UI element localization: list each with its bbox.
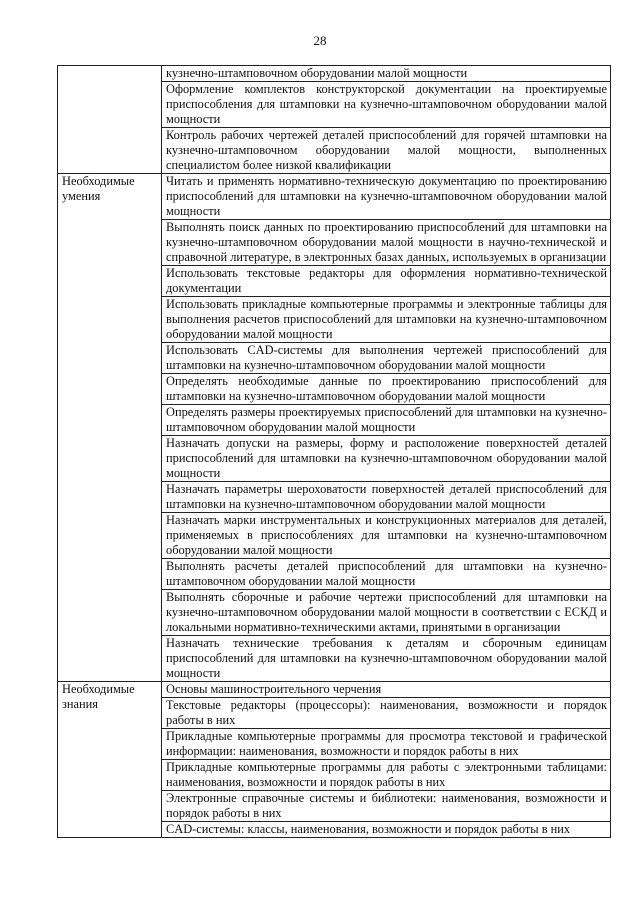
table-cell: Прикладные компьютерные программы для работы с электронными таблицами: наименования, возможности и порядок работы в них [162,760,611,791]
table-cell: Выполнять расчеты деталей приспособлений для штамповки на кузнечно-штамповочном оборудовании малой мощности [162,559,611,590]
table-cell: Назначать допуски на размеры, форму и расположение поверхностей деталей приспособлений для штамповки на кузнечно-штамповочном оборудовании малой мощности [162,436,611,482]
table-cell: CAD-системы: классы, наименования, возможности и порядок работы в них [162,822,611,838]
skills-label: Необходимые умения [58,174,162,682]
table-cell: Использовать текстовые редакторы для оформления нормативно-технической документации [162,266,611,297]
table-row [58,174,611,220]
table-cell: Читать и применять нормативно-техническую документацию по проектированию приспособлений для штамповки на кузнечно-штамповочном оборудовании малой мощности [162,174,611,220]
table-cell: Назначать технические требования к деталям и сборочным единицам приспособлений для штамповки на кузнечно-штамповочном оборудовании малой мощности [162,636,611,682]
table-cell: Контроль рабочих чертежей деталей приспособлений для горячей штамповки на кузнечно-штамповочном оборудовании малой мощности, выполненных специалистом более низкой квалификации [162,128,611,174]
empty-label-cell [58,66,162,174]
table-cell: Назначать марки инструментальных и конструкционных материалов для деталей, применяемых в приспособлениях для штамповки на кузнечно-штамповочном оборудовании малой мощности [162,513,611,559]
knowledge-label: Необходимые знания [58,682,162,838]
table-cell: Использовать CAD-системы для выполнения чертежей приспособлений для штамповки на кузнечно-штамповочном оборудовании малой мощности [162,343,611,374]
table-cell: Электронные справочные системы и библиотеки: наименования, возможности и порядок работы в них [162,791,611,822]
table-cell: Определять необходимые данные по проектированию приспособлений для штамповки на кузнечно-штамповочном оборудовании малой мощности [162,374,611,405]
table-cell: Оформление комплектов конструкторской документации на проектируемые приспособления для штамповки на кузнечно-штамповочном оборудовании малой мощности [162,82,611,128]
table-cell: Определять размеры проектируемых приспособлений для штамповки на кузнечно-штамповочном оборудовании малой мощности [162,405,611,436]
table-cell: Использовать прикладные компьютерные программы и электронные таблицы для выполнения расчетов приспособлений для штамповки на кузнечно-штамповочном оборудовании малой мощности [162,297,611,343]
table-cell: Выполнять поиск данных по проектированию приспособлений для штамповки на кузнечно-штамповочном оборудовании малой мощности в научно-технической и справочной литературе, в электронных базах данных, используемых в организации [162,220,611,266]
table-cell: Текстовые редакторы (процессоры): наименования, возможности и порядок работы в них [162,698,611,729]
table-cell: Основы машиностроительного черчения [162,682,611,698]
table-cell: Выполнять сборочные и рабочие чертежи приспособлений для штамповки на кузнечно-штамповочном оборудовании малой мощности в соответствии с ЕСКД и локальными нормативно-техническими актами, принятыми в организации [162,590,611,636]
requirements-table [57,65,611,838]
table-cell: Прикладные компьютерные программы для просмотра текстовой и графической информации: наименования, возможности и порядок работы в них [162,729,611,760]
table-cell: Назначать параметры шероховатости поверхностей деталей приспособлений для штамповки на кузнечно-штамповочном оборудовании малой мощности [162,482,611,513]
page-number: 28 [313,33,327,48]
table-cell: кузнечно-штамповочном оборудовании малой мощности [162,66,611,82]
table-row [58,66,611,82]
table-row [58,682,611,698]
